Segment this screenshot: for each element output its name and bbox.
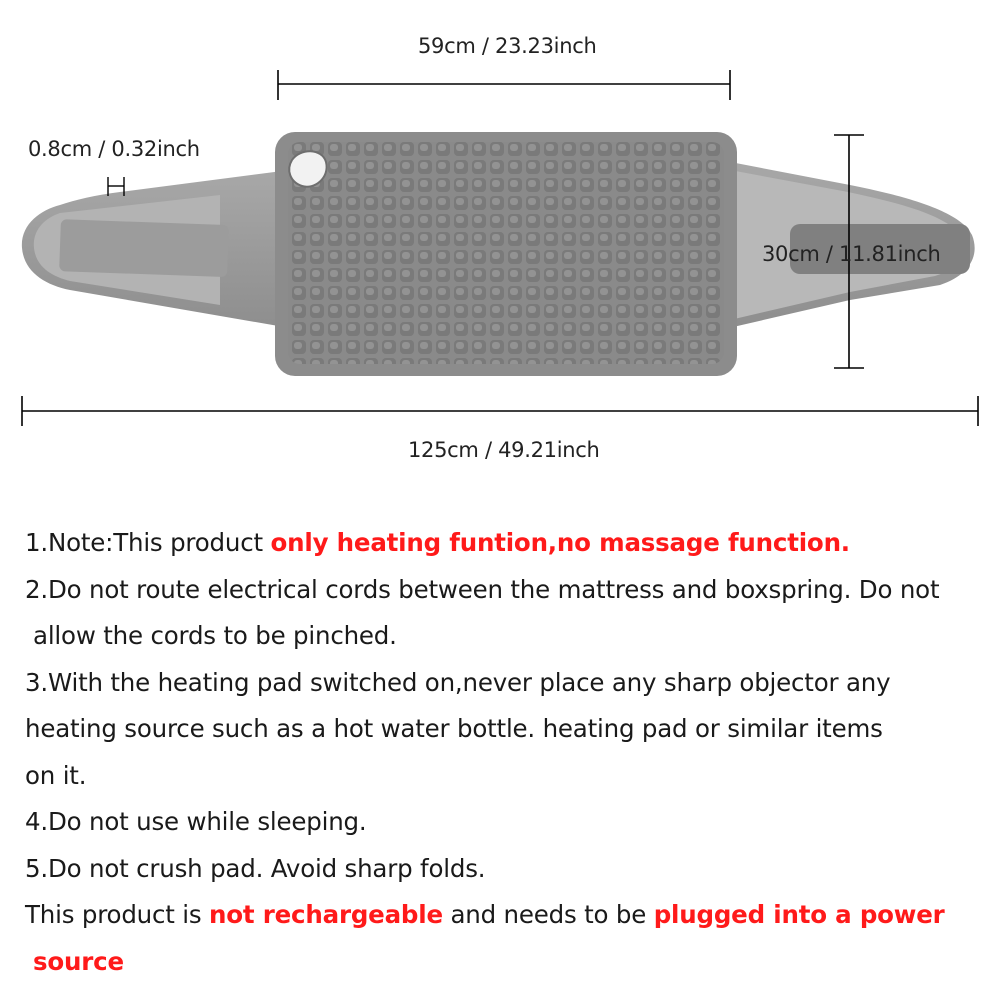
note-line-10	[25, 939, 995, 986]
quilted-pad	[288, 142, 724, 364]
note-line-8: 5.Do not crush pad. Avoid sharp folds.	[25, 853, 486, 883]
note-line-6: on it.	[25, 760, 87, 790]
note-1-emphasis: only heating funtion,no massage function.	[270, 528, 850, 557]
note-line-2: 2.Do not route electrical cords between the mattress and boxspring. Do not	[25, 574, 940, 604]
note-line-7: 4.Do not use while sleeping.	[25, 807, 367, 836]
product-diagram	[0, 0, 1000, 490]
note-line-9	[25, 892, 995, 939]
top-width-label: 59cm / 23.23inch	[418, 34, 597, 58]
thickness-label: 0.8cm / 0.32inch	[28, 137, 200, 161]
note-1-text: 1.Note:This product	[25, 528, 271, 557]
note-9-text-a: This product is	[25, 900, 210, 929]
note-line-1	[25, 520, 995, 567]
product-notes	[25, 520, 995, 985]
note-line-5: heating source such as a hot water bottle. heating pad or similar items	[25, 714, 883, 743]
note-10-emphasis: source	[33, 946, 124, 976]
note-line-4: 3.With the heating pad switched on,never place any sharp objector any	[25, 667, 891, 697]
note-line-3: allow the cords to be pinched.	[33, 621, 397, 650]
note-9-text-b: and needs to be	[442, 900, 654, 929]
note-9-emphasis-1: not rechargeable	[209, 900, 443, 929]
note-9-emphasis-2: plugged into a power	[653, 900, 945, 929]
connector-port-icon	[289, 151, 326, 187]
height-label: 30cm / 11.81inch	[762, 242, 941, 266]
total-length-label: 125cm / 49.21inch	[408, 438, 600, 462]
velcro-strip-left	[59, 219, 229, 277]
